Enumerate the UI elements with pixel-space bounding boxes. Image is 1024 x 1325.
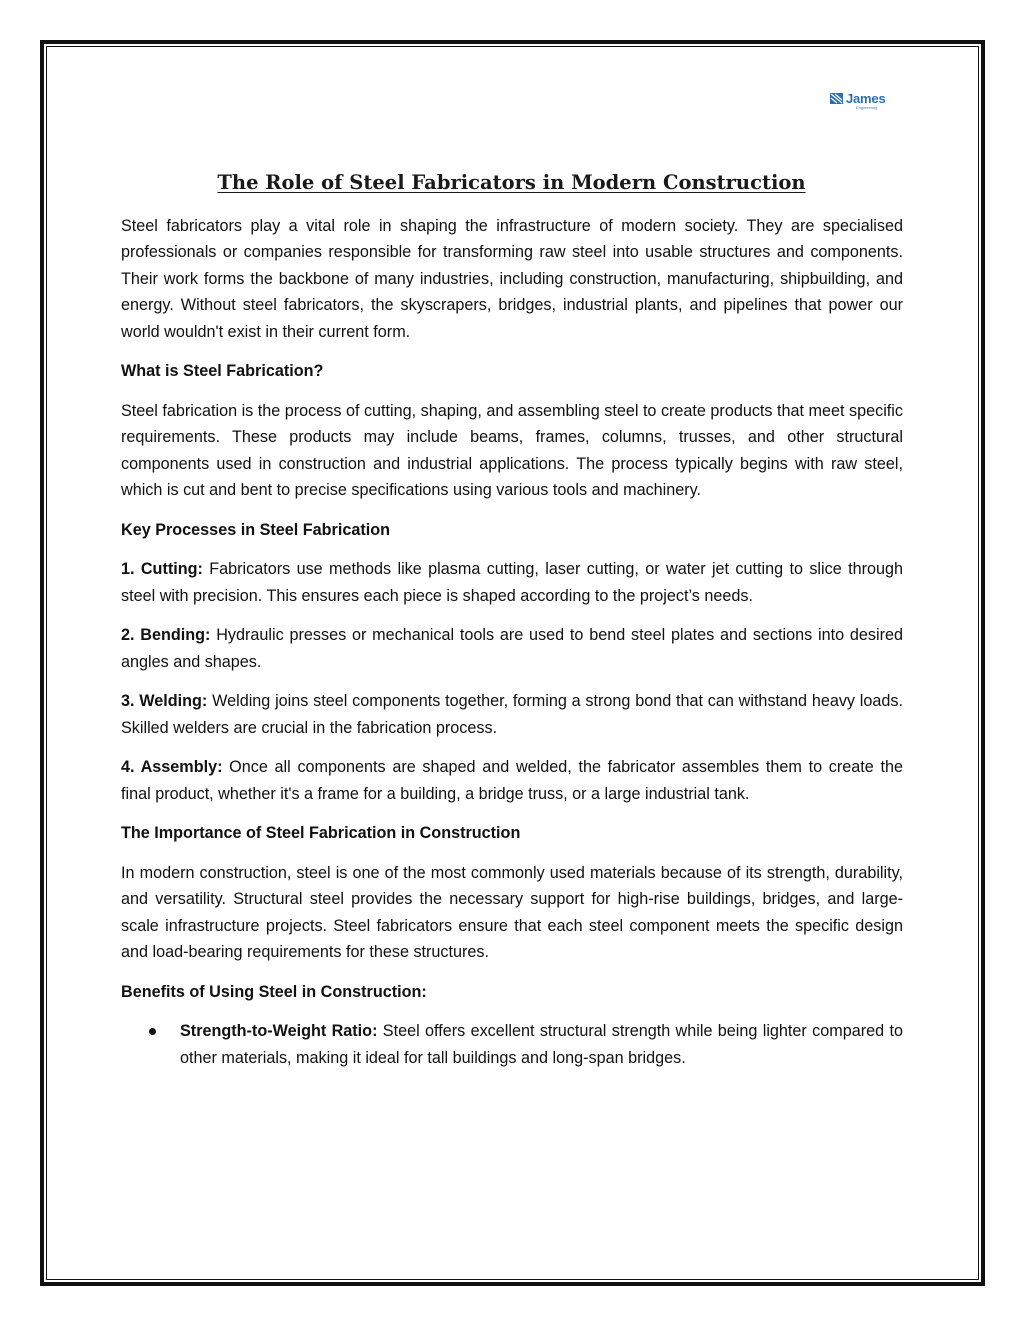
- section-heading-importance: The Importance of Steel Fabrication in Construction: [121, 824, 521, 843]
- document-title: The Role of Steel Fabricators in Modern Construction: [217, 171, 806, 194]
- process-label: 1. Cutting:: [121, 560, 203, 579]
- logo-mark-icon: [830, 92, 844, 105]
- section-paragraph-what-is: Steel fabrication is the process of cutting, shaping, and assembling steel to create products that meet specific requirements. These products may include beams, frames, columns, trusses, and other structural components used in construction and industrial applications. The process typically begins with raw steel, which is cut and bent to precise specifications using various tools and machinery.: [121, 401, 903, 500]
- list-item: [121, 1018, 903, 1071]
- process-label: 3. Welding:: [121, 692, 208, 711]
- process-label: 2. Bending:: [121, 626, 211, 645]
- benefit-text: Steel offers excellent structural strength while being lighter compared to other materials, making it ideal for tall buildings and long-span bridges.: [180, 1022, 903, 1067]
- process-text: Welding joins steel components together, forming a strong bond that can withstand heavy loads. Skilled welders are crucial in the fabrication process.: [121, 692, 903, 737]
- process-text: Hydraulic presses or mechanical tools are used to bend steel plates and sections into desired angles and shapes.: [121, 626, 903, 671]
- benefits-list: [121, 1018, 903, 1071]
- process-item-cutting: [121, 556, 903, 609]
- intro-paragraph: Steel fabricators play a vital role in shaping the infrastructure of modern society. They are specialised professionals or companies responsible for transforming raw steel into usable structures and components. Their work forms the backbone of many industries, including construction, manufacturing, shipbuilding, and energy. Without steel fabricators, the skyscrapers, bridges, industrial plants, and pipelines that power our world wouldn't exist in their current form.: [121, 217, 903, 341]
- document-body: [121, 213, 903, 1071]
- company-logo: [830, 92, 885, 110]
- process-label: 4. Assembly:: [121, 758, 223, 777]
- section-heading-benefits: Benefits of Using Steel in Construction:: [121, 982, 427, 1001]
- logo-name: James: [846, 91, 886, 106]
- logo-subtitle: Engineering: [856, 105, 878, 110]
- process-item-welding: [121, 688, 903, 741]
- benefit-label: Strength-to-Weight Ratio:: [180, 1022, 378, 1041]
- process-text: Fabricators use methods like plasma cutting, laser cutting, or water jet cutting to slice through steel with precision. This ensures each piece is shaped according to the project’s needs.: [121, 560, 903, 605]
- process-item-bending: [121, 622, 903, 675]
- process-text: Once all components are shaped and welded, the fabricator assembles them to create the final product, whether it's a frame for a building, a bridge truss, or a large industrial tank.: [121, 758, 903, 803]
- section-paragraph-importance: In modern construction, steel is one of the most commonly used materials because of its strength, durability, and versatility. Structural steel provides the necessary support for high-rise buildings, bridges, and large-scale infrastructure projects. Steel fabricators ensure that each steel component meets the specific design and load-bearing requirements for these structures.: [121, 863, 903, 962]
- process-item-assembly: [121, 754, 903, 807]
- bullet-icon: [149, 1028, 156, 1035]
- section-heading-what-is: What is Steel Fabrication?: [121, 362, 324, 381]
- section-heading-key-processes: Key Processes in Steel Fabrication: [121, 520, 391, 539]
